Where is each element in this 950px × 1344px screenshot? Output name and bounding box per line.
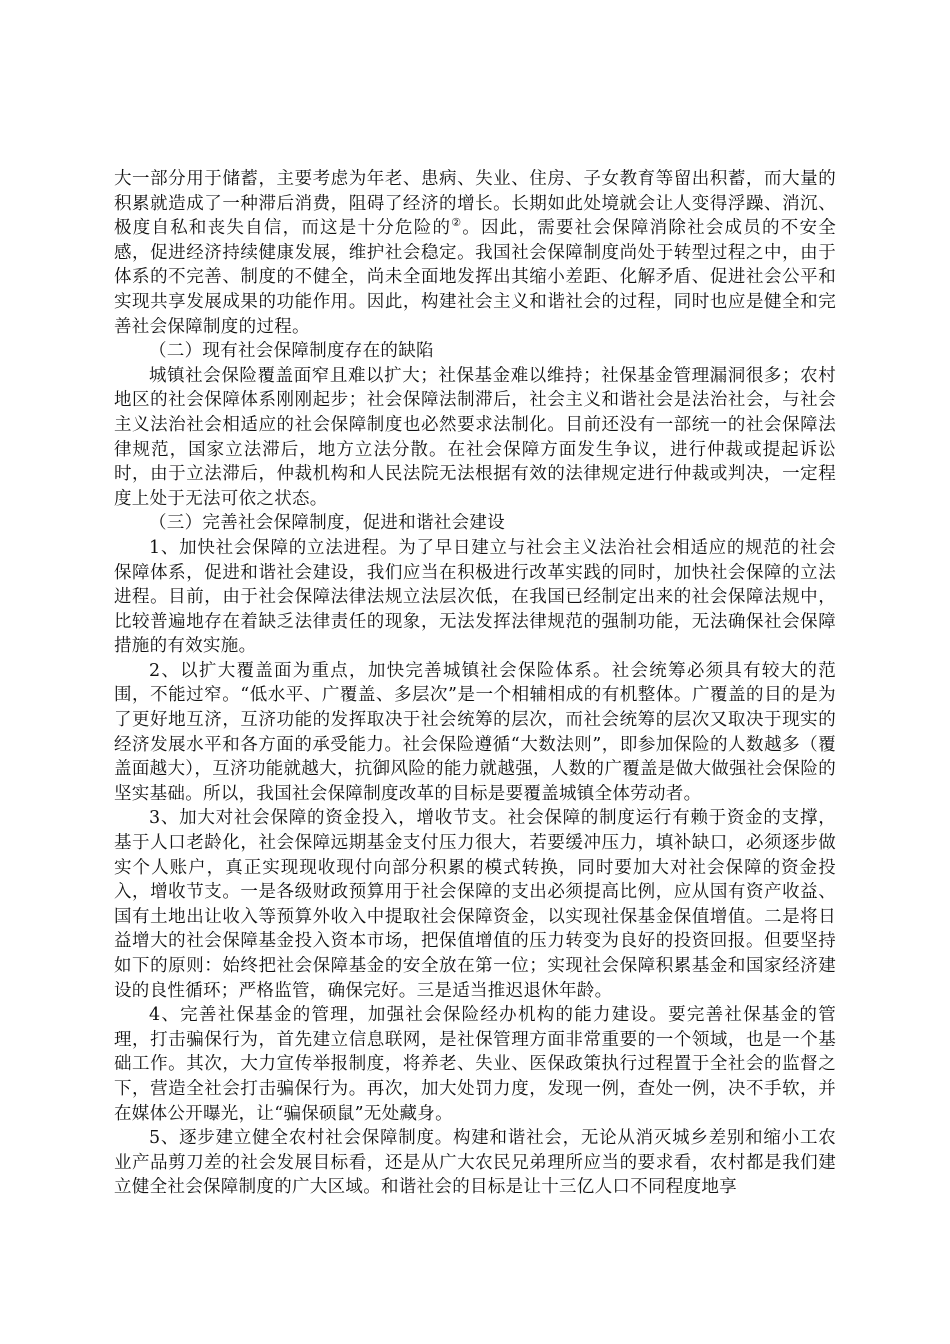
paragraph-text: 大一部分用于储蓄，主要考虑为年老、患病、失业、住房、子女教育等留出积蓄，而大量的积累就造成了一种滞后消费，阻碍了经济的增长。长期如此处境就会让人变得浮躁、消沉、极度自私和丧失自信，而这是十分危险的 xyxy=(114,169,836,239)
paragraph-item-4: 4、完善社保基金的管理，加强社会保险经办机构的能力建设。要完善社保基金的管理，打击骗保行为，首先建立信息联网，是社保管理方面非常重要的一个领域，也是一个基础工作。其次，大力宣传举报制度，将养老、失业、医保政策执行过程置于全社会的监督之下，营造全社会打击骗保行为。再次，加大处罚力度，发现一例，查处一例，决不手软，并在媒体公开曝光，让“骗保硕鼠”无处藏身。 xyxy=(114,1005,836,1124)
paragraph-deficiencies: 城镇社会保险覆盖面窄且难以扩大；社保基金难以维持；社保基金管理漏洞很多；农村地区的社会保障体系刚刚起步；社会保障法制滞后，社会主义和谐社会是法治社会，与社会主义法治社会相适应的社会保障制度也必然要求法制化。目前还没有一部统一的社会保障法律规范，国家立法滞后，地方立法分散。在社会保障方面发生争议，进行仲裁或提起诉讼时，由于立法滞后，仲裁机构和人民法院无法根据有效的法律规定进行仲裁或判决，一定程度上处于无法可依之状态。 xyxy=(114,365,836,509)
paragraph-item-1: 1、加快社会保障的立法进程。为了早日建立与社会主义法治社会相适应的规范的社会保障体系，促进和谐社会建设，我们应当在积极进行改革实践的同时，加快社会保障的立法进程。目前，由于社会保障法律法规立法层次低，在我国已经制定出来的社会保障法规中，比较普遍地存在着缺乏法律责任的现象，无法发挥法律规范的强制功能，无法确保社会保障措施的有效实施。 xyxy=(114,537,836,657)
paragraph-item-5: 5、逐步建立健全农村社会保障制度。构建和谐社会，无论从消灭城乡差别和缩小工农业产品剪刀差的社会发展目标看，还是从广大农民兄弟理所应当的要求看，农村都是我们建立健全社会保障制度的广大区域。和谐社会的目标是让十三亿人口不同程度地享 xyxy=(114,1128,836,1198)
footnote-marker: ② xyxy=(451,216,463,230)
document-page xyxy=(114,167,836,1200)
paragraph-item-3: 3、加大对社会保障的资金投入，增收节支。社会保障的制度运行有赖于资金的支撑，基于人口老龄化，社会保障远期基金支付压力很大，若要缓冲压力，填补缺口，必须逐步做实个人账户，真正实现现收现付向部分积累的模式转换，同时要加大对社会保障的资金投入，增收节支。一是各级财政预算用于社会保障的支出必须提高比例，应从国有资产收益、国有土地出让收入等预算外收入中提取社会保障资金，以实现社保基金保值增值。二是将日益增大的社会保障基金投入资本市场，把保值增值的压力转变为良好的投资回报。但要坚持如下的原则：始终把社会保障基金的安全放在第一位；实现社会保障积累基金和国家经济建设的良性循环；严格监管，确保完好。三是适当推迟退休年龄。 xyxy=(114,808,836,1001)
section-heading-3: （三）完善社会保障制度，促进和谐社会建设 xyxy=(149,513,505,534)
paragraph-text: 。因此，需要社会保障消除社会成员的不安全感，促进经济持续健康发展，维护社会稳定。我国社会保障制度尚处于转型过程之中，由于体系的不完善、制度的不健全，尚未全面地发挥出其缩小差距、化解矛盾、促进社会公平和实现共享发展成果的功能作用。因此，构建社会主义和谐社会的过程，同时也应是健全和完善社会保障制度的过程。 xyxy=(114,218,836,337)
paragraph-item-2: 2、以扩大覆盖面为重点，加快完善城镇社会保险体系。社会统筹必须具有较大的范围，不能过窄。“低水平、广覆盖、多层次”是一个相辅相成的有机整体。广覆盖的目的是为了更好地互济，互济功能的发挥取决于社会统筹的层次，而社会统筹的层次又取决于现实的经济发展水平和各方面的承受能力。社会保险遵循“大数法则”，即参加保险的人数越多（覆盖面越大），互济功能就越大，抗御风险的能力就越强，人数的广覆盖是做大做强社会保险的坚实基础。所以，我国社会保障制度改革的目标是要覆盖城镇全体劳动者。 xyxy=(114,660,836,804)
paragraph-intro-continuation xyxy=(114,167,836,339)
section-heading-2: （二）现有社会保障制度存在的缺陷 xyxy=(149,341,434,362)
